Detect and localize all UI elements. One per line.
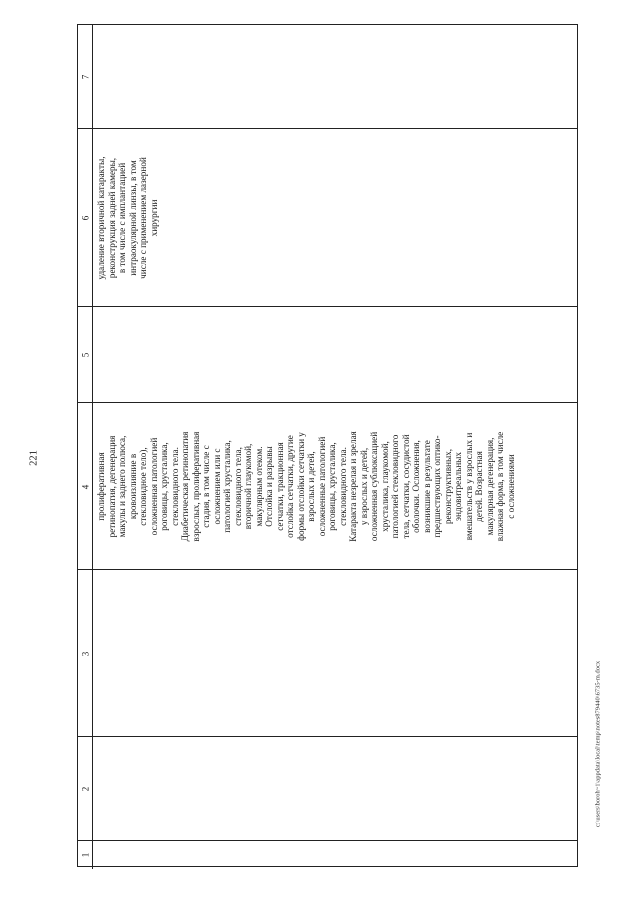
cell-line: реконструкция задней камеры, — [106, 157, 117, 279]
column-number-1: 1 — [80, 852, 90, 858]
cell-line: влажная форма, в том числе — [495, 431, 505, 542]
cell-line: ретинопатия, дегенерация — [106, 435, 117, 538]
cell-line: интраокулярной линзы, в том — [127, 160, 138, 276]
table-row-col7 — [78, 25, 577, 128]
cell-line: Диабетическая ретинопатия — [180, 431, 190, 542]
cell-line: тела, сетчатки, сосудистой — [400, 434, 411, 539]
column-number-4: 4 — [80, 484, 90, 489]
cell-line: осложненные патологией — [316, 436, 327, 537]
cell-line: кровоизлияние в — [127, 453, 138, 520]
column-number-3: 3 — [80, 651, 90, 656]
cell-line: макулярным отеком. — [253, 446, 264, 527]
cell-line: роговицы, хрусталика, — [159, 442, 169, 531]
table-row-col4 — [78, 402, 577, 570]
column-number-6: 6 — [80, 215, 90, 221]
col6-cell-text — [96, 131, 159, 305]
cell-line: осложненная патологией — [148, 437, 159, 536]
cell-line: отслойка сетчатки, другие — [285, 435, 295, 538]
cell-line: Катаракта незрелая и зрелая — [348, 431, 358, 542]
cell-line: удаление вторичной катаракты, — [96, 156, 106, 280]
page-number: 221 — [28, 450, 40, 466]
table-row-col5 — [78, 306, 577, 403]
cell-line: возникшие в результате — [421, 440, 432, 533]
cell-line: пролиферативная — [96, 452, 106, 521]
cell-line: роговицы, хрусталика, — [327, 442, 337, 531]
table-row-col6 — [78, 128, 577, 307]
column-number-5: 5 — [80, 352, 90, 358]
cell-line: в том числе с имплантацией — [117, 162, 127, 274]
cell-line: осложненная сублюксацией — [369, 431, 379, 542]
table-row-col1 — [78, 840, 577, 869]
cell-line: предшествующих оптико- — [432, 435, 442, 538]
column-number-2: 2 — [80, 786, 90, 792]
cell-line: макулы и заднего полюса, — [117, 435, 127, 538]
cell-line: взрослых, пролиферативная — [190, 431, 201, 542]
cell-line: у взрослых и детей, — [358, 447, 369, 526]
cell-line: патологией хрусталика, — [222, 440, 232, 533]
cell-line: стекловидного тела. — [337, 447, 348, 526]
cell-line: стадия, в том числе с — [201, 445, 211, 528]
table-row-col2 — [78, 736, 577, 841]
column-number-7: 7 — [80, 74, 90, 79]
cell-line: оболочки. Осложнения, — [411, 440, 421, 533]
cell-line: стекловидное тело), — [138, 447, 148, 526]
cell-line: макулярная дегенерация, — [484, 437, 495, 536]
cell-line: формы отслойки сетчатки у — [295, 432, 306, 541]
table-row-col3 — [78, 569, 577, 737]
cell-line: вторичной глаукомой, — [243, 443, 253, 530]
cell-line: осложнением или с — [211, 448, 222, 525]
cell-line: реконструктивных, — [442, 448, 453, 525]
cell-line: хрусталика, глаукомой, — [379, 441, 390, 532]
cell-line: детей. Возрастная — [474, 451, 484, 522]
cell-line: стекловидного тела. — [169, 447, 180, 526]
rotated-table — [77, 24, 578, 867]
cell-line: числе с применением лазерной — [138, 157, 148, 279]
cell-line: эндовитреальных — [453, 452, 463, 521]
cell-line: патологией стекловидного — [390, 434, 400, 539]
cell-line: вмешательств у взрослых и — [463, 432, 474, 541]
col4-cell-text — [96, 405, 516, 568]
cell-line: стекловидного тела, — [232, 447, 243, 526]
cell-line: с осложнениями — [505, 454, 516, 519]
file-path-footer: c:\users\boroh~1\appdata\local\temp\notes879440\6735-m.docx — [594, 660, 602, 828]
cell-line: хирургии — [148, 199, 159, 237]
cell-line: сетчатки, тракционная — [274, 442, 285, 531]
cell-line: Отслойка и разрывы — [264, 446, 274, 527]
cell-line: взрослых и детей, — [306, 451, 316, 522]
